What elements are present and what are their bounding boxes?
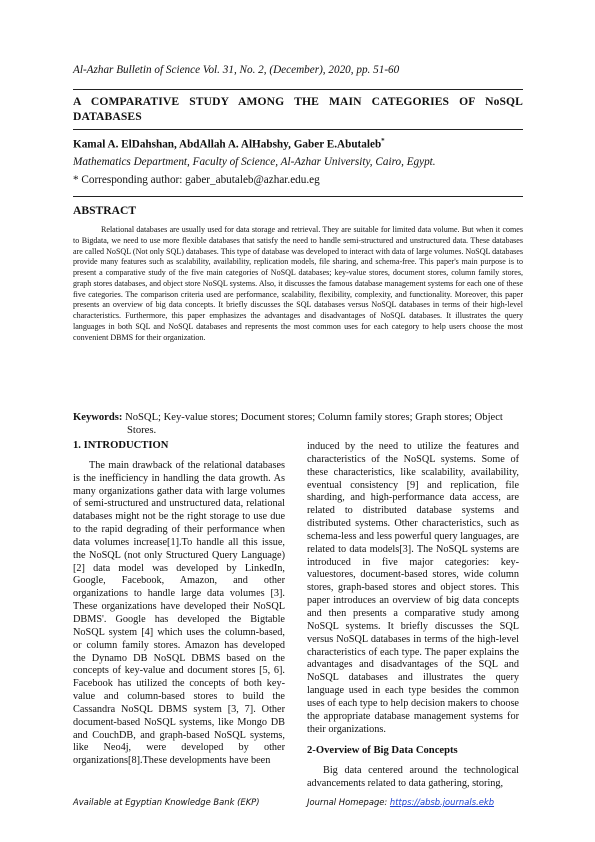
- introduction-paragraph-cont: induced by the need to utilize the features and characteristics of the NoSQL systems. Some of these characteristics, like scalability, availability, eventual consistency [9] and replication, file sharding, and high-performance data access, are related to distributed database systems and distributed systems. Other characteristics, such as schema-less and less powerful query languages, are related to data models[3]. The NoSQL systems are introduced in five major categories: key-valuestores, document-based stores, wide column stores, graph-based stores and object stores. This paper introduces an overview of big data concepts and then presents a comparative study among NoSQL systems. It briefly discusses the SQL versus NoSQL databases in terms of the high-level characteristics of each type. The paper explains the advantages and disadvantages of the SQL and NoSQL databases and illustrates the query language used in each type besides the common uses of each type to help decision makers to choose the appropriate database management systems for their organizations.: [307, 441, 519, 735]
- affiliation-rule: [73, 196, 523, 197]
- keywords-list: NoSQL; Key-value stores; Document stores; Column family stores; Graph stores; Object: [125, 412, 503, 423]
- abstract-text: Relational databases are usually used for data storage and retrieval. They are suitable for limited data volume. But when it comes to Bigdata, we need to use more flexible databases that satisfy the need to handle semi-structured and unstructured data. These databases are called NoSQL (Not only SQL) databases. This type of database was developed to interact with data of large volumes. NoSQL databases provide many features such as scalability, availability, replication models, file sharing, and schema-free. This paper's main purpose is to present a comparative study of the five main categories of NoSQL databases; key-value stores, document stores, column family stores, graph stores databases, and object store NoSQL systems. Also, it discusses the famous database management systems for each one of these five categories. The comparison criteria used are performance, scalability, flexibility, complexity, and functionality. Moreover, this paper presents an overview of big data concepts. It briefly discusses the SQL databases versus NoSQL databases in terms of their high-level characteristics. Furthermore, this paper emphasizes the advantages and disadvantages of NoSQL databases. It illustrates the query languages in both SQL and NoSQL databases and represents the most common uses for each category to help users choose the most convenient DBMS for their organization.: [73, 225, 523, 342]
- introduction-heading: 1. INTRODUCTION: [73, 440, 169, 451]
- author-list: [73, 137, 385, 151]
- right-column: [307, 441, 519, 791]
- footer-availability: Available at Egyptian Knowledge Bank (EKP): [73, 797, 260, 807]
- corresponding-author: * Corresponding author: gaber_abutaleb@azhar.edu.eg: [73, 174, 320, 186]
- keywords-label: Keywords:: [73, 412, 123, 423]
- header-rule: [73, 89, 523, 90]
- journal-citation: Al-Azhar Bulletin of Science Vol. 31, No. 2, (December), 2020, pp. 51-60: [73, 64, 400, 76]
- corresponding-mark: *: [381, 137, 385, 145]
- homepage-link[interactable]: https://absb.journals.ekb: [389, 797, 495, 807]
- paper-title: A COMPARATIVE STUDY AMONG THE MAIN CATEGORIES OF NoSQL DATABASES: [73, 95, 523, 123]
- introduction-paragraph: The main drawback of the relational databases is the inefficiency in handling the data growth. As many organizations gather data with large volumes of semi-structured and unstructured data, relational databases might not be the right storage to use due to the rapid degrading of their performance when data volumes increase[1].To handle all this issue, the NoSQL (not only Structured Query Language) [2] data model was developed by LinkedIn, Google, Facebook, Amazon, and other organizations to handle large data volumes [3]. These organizations have developed their NoSQL DBMS'. Google has developed the Bigtable NoSQL system [4] which uses the column-based, or column family stores. Amazon has developed the Dynamo DB NoSQL DBMS based on the concepts of key-value and document stores [5, 6]. Facebook has utilized the concepts of both key-value and column-based stores to build the Cassandra NoSQL DBMS system [3, 7]. Other document-based NoSQL systems, like Mongo DB and CouchDB, and graph-based NoSQL systems, like Neo4j, were developed by other organizations[8].These developments have been: [73, 459, 285, 767]
- affiliation: Mathematics Department, Faculty of Science, Al-Azhar University, Cairo, Egypt.: [73, 156, 436, 168]
- section2-paragraph: Big data centered around the technological advancements related to data gathering, storing,: [307, 765, 519, 790]
- abstract-heading: ABSTRACT: [73, 204, 137, 217]
- author-names: Kamal A. ElDahshan, AbdAllah A. AlHabshy, Gaber E.Abutaleb: [73, 138, 382, 151]
- homepage-label: Journal Homepage:: [307, 797, 390, 807]
- footer-homepage: [307, 797, 494, 807]
- keywords: [73, 411, 523, 437]
- keywords-list-cont: Stores.: [127, 425, 157, 436]
- section2-heading: 2-Overview of Big Data Concepts: [307, 745, 458, 757]
- title-rule: [73, 129, 523, 130]
- left-column: [73, 440, 285, 768]
